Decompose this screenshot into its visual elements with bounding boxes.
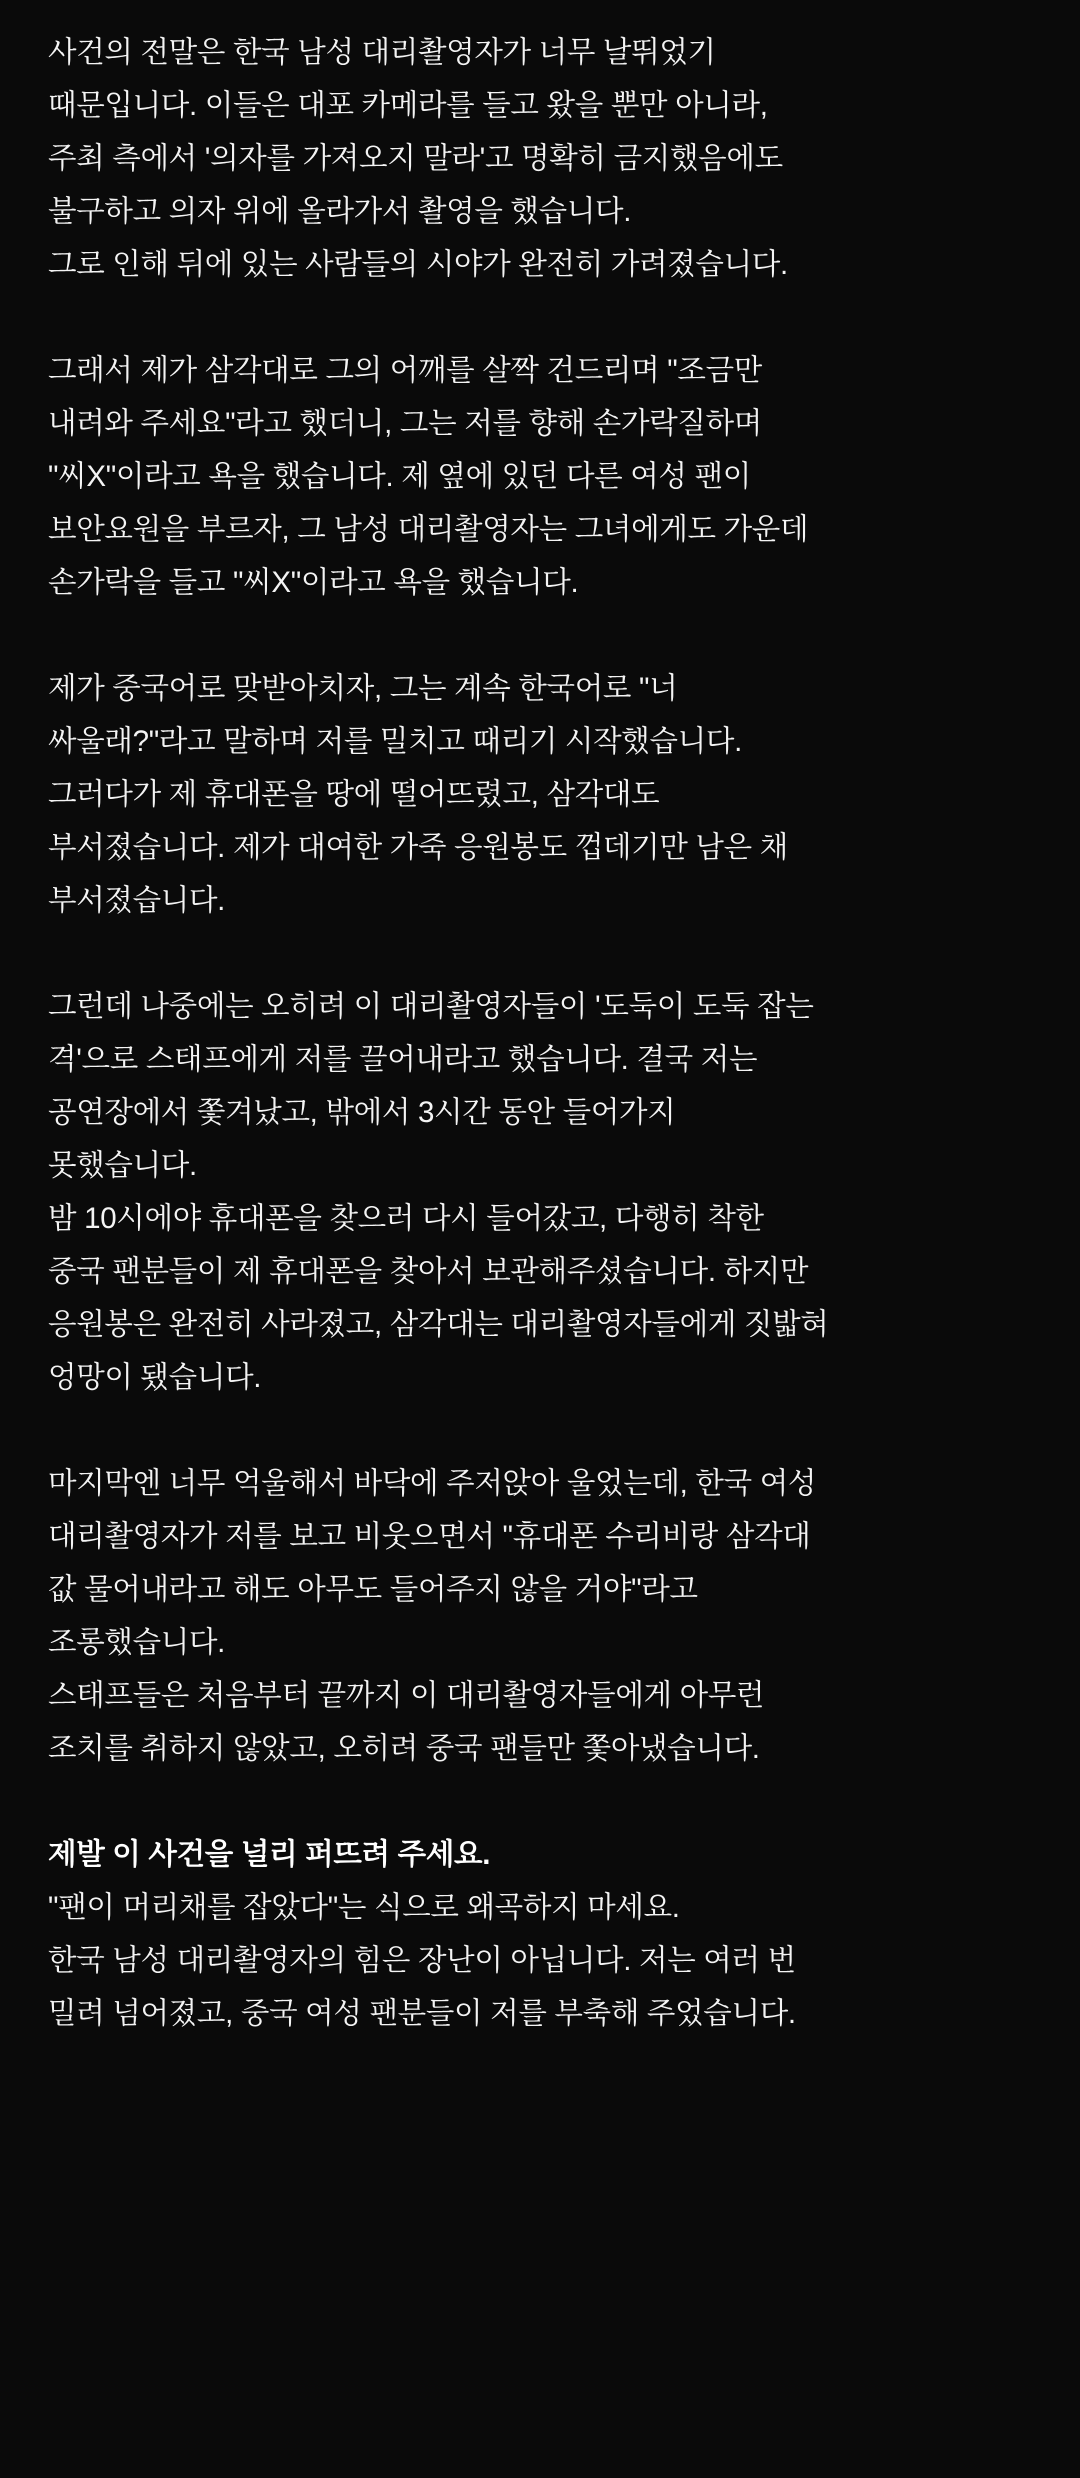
text-line: 공연장에서 쫓겨났고, 밖에서 3시간 동안 들어가지 xyxy=(48,1096,676,1129)
text-line: 못했습니다. xyxy=(48,1149,197,1182)
text-line: 제가 중국어로 맞받아치자, 그는 계속 한국어로 "너 xyxy=(48,672,678,705)
text-line: 부서졌습니다. xyxy=(48,884,226,917)
text-line: 불구하고 의자 위에 올라가서 촬영을 했습니다. xyxy=(48,195,632,228)
text-line: 조치를 취하지 않았고, 오히려 중국 팬들만 쫓아냈습니다. xyxy=(48,1732,760,1765)
paragraph-spacer xyxy=(48,927,1032,980)
text-line: 마지막엔 너무 억울해서 바닥에 주저앉아 울었는데, 한국 여성 xyxy=(48,1467,817,1500)
text-line: 중국 팬분들이 제 휴대폰을 찾아서 보관해주셨습니다. 하지만 xyxy=(48,1255,809,1288)
text-line: 조롱했습니다. xyxy=(48,1626,226,1659)
text-line: 스태프들은 처음부터 끝까지 이 대리촬영자들에게 아무런 xyxy=(48,1679,765,1712)
text-line: 사건의 전말은 한국 남성 대리촬영자가 너무 날뛰었기 xyxy=(48,36,716,69)
text-line: 싸울래?"라고 말하며 저를 밀치고 때리기 시작했습니다. xyxy=(48,725,742,758)
text-line: 그런데 나중에는 오히려 이 대리촬영자들이 '도둑이 도둑 잡는 xyxy=(48,990,814,1023)
paragraph-spacer xyxy=(48,609,1032,662)
text-line: 손가락을 들고 "씨X"이라고 욕을 했습니다. xyxy=(48,566,579,599)
text-line: "씨X"이라고 욕을 했습니다. 제 옆에 있던 다른 여성 팬이 xyxy=(48,460,751,493)
paragraph xyxy=(48,980,1032,1404)
text-line: 제발 이 사건을 널리 퍼뜨려 주세요. xyxy=(48,1838,491,1871)
text-line: 값 물어내라고 해도 아무도 들어주지 않을 거야"라고 xyxy=(48,1573,698,1606)
text-line: 밀려 넘어졌고, 중국 여성 팬분들이 저를 부축해 주었습니다. xyxy=(48,1997,796,2030)
paragraph-spacer xyxy=(48,291,1032,344)
text-line: 내려와 주세요"라고 했더니, 그는 저를 향해 손가락질하며 xyxy=(48,407,762,440)
text-line: 부서졌습니다. 제가 대여한 가죽 응원봉도 껍데기만 남은 채 xyxy=(48,831,788,864)
text-line: 때문입니다. 이들은 대포 카메라를 들고 왔을 뿐만 아니라, xyxy=(48,89,768,122)
text-line: 대리촬영자가 저를 보고 비웃으면서 "휴대폰 수리비랑 삼각대 xyxy=(48,1520,811,1553)
text-line: 밤 10시에야 휴대폰을 찾으러 다시 들어갔고, 다행히 착한 xyxy=(48,1202,764,1235)
text-line: 그러다가 제 휴대폰을 땅에 떨어뜨렸고, 삼각대도 xyxy=(48,778,660,811)
paragraph xyxy=(48,26,1032,291)
paragraph xyxy=(48,1457,1032,1775)
paragraph xyxy=(48,344,1032,609)
paragraph-spacer xyxy=(48,1404,1032,1457)
text-line: "팬이 머리채를 잡았다"는 식으로 왜곡하지 마세요. xyxy=(48,1891,680,1924)
text-line: 그로 인해 뒤에 있는 사람들의 시야가 완전히 가려졌습니다. xyxy=(48,248,788,281)
text-line: 주최 측에서 '의자를 가져오지 말라'고 명확히 금지했음에도 xyxy=(48,142,783,175)
paragraph-spacer xyxy=(48,1775,1032,1828)
text-line: 보안요원을 부르자, 그 남성 대리촬영자는 그녀에게도 가운데 xyxy=(48,513,809,546)
text-line: 응원봉은 완전히 사라졌고, 삼각대는 대리촬영자들에게 짓밟혀 xyxy=(48,1308,829,1341)
text-line: 그래서 제가 삼각대로 그의 어깨를 살짝 건드리며 "조금만 xyxy=(48,354,762,387)
text-line: 격'으로 스태프에게 저를 끌어내라고 했습니다. 결국 저는 xyxy=(48,1043,758,1076)
paragraph xyxy=(48,1828,1032,2040)
text-line: 엉망이 됐습니다. xyxy=(48,1361,262,1394)
text-line: 한국 남성 대리촬영자의 힘은 장난이 아닙니다. 저는 여러 번 xyxy=(48,1944,796,1977)
paragraph xyxy=(48,662,1032,927)
